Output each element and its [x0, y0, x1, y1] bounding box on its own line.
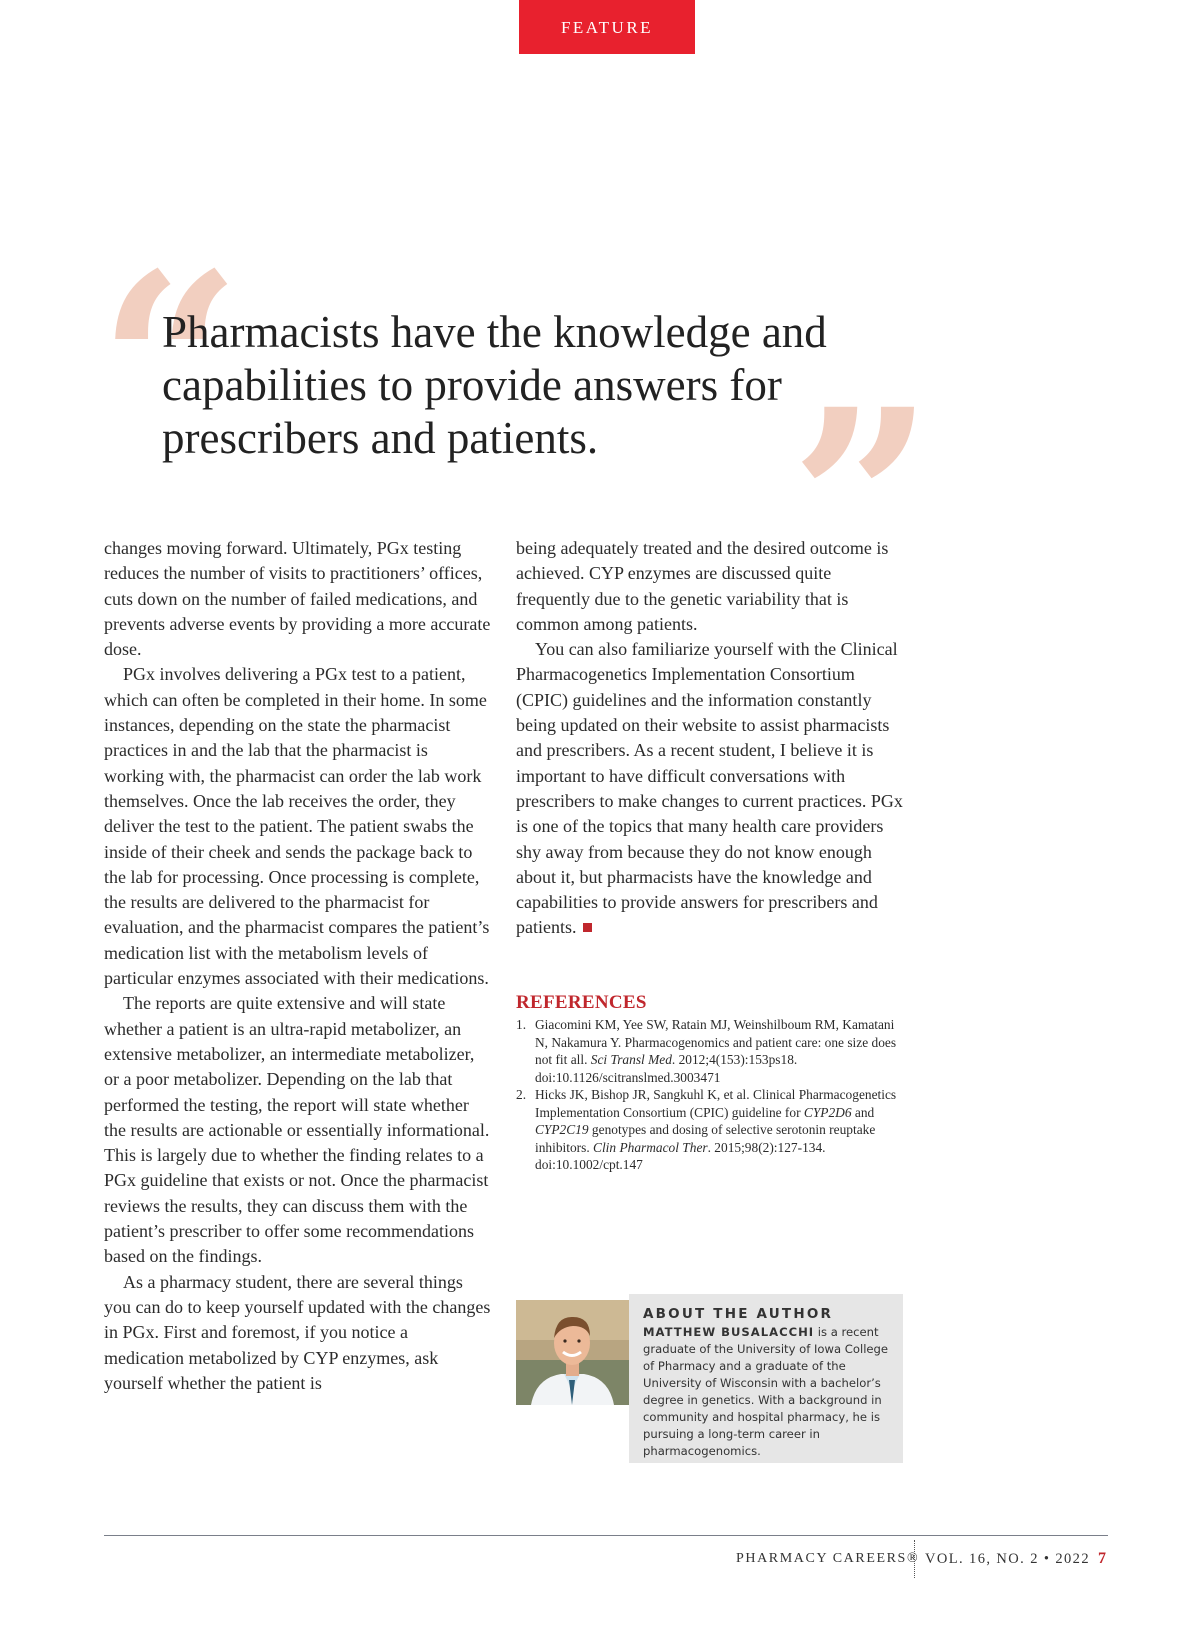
body-paragraph: As a pharmacy student, there are several things you can do to keep yourself updated with the changes in PGx. First and foremost, if you notice a medication metabolized by CYP enzymes, ask yourself whether the patient is	[104, 1271, 491, 1393]
author-name: MATTHEW BUSALACCHI	[643, 1325, 815, 1339]
references-heading: REFERENCES	[516, 992, 647, 1013]
about-author-heading: ABOUT THE AUTHOR	[643, 1306, 834, 1322]
end-of-article-mark	[583, 923, 592, 932]
article-column-left	[104, 536, 492, 1396]
footer-magazine-title: PHARMACY CAREERS®	[736, 1551, 920, 1566]
reference-text: . 2012;4(153):153ps18. doi:10.1126/scitranslmed.3003471	[535, 1052, 798, 1085]
reference-journal: Clin Pharmacol Ther	[593, 1139, 708, 1155]
body-paragraph-last	[516, 637, 904, 941]
footer-rule	[104, 1535, 1108, 1536]
reference-gene: CYP2C19	[535, 1122, 589, 1137]
reference-text: . 2015;98(2):127-134. doi:10.1002/cpt.147	[535, 1139, 826, 1172]
close-quote-mark: ”	[790, 354, 934, 648]
author-portrait-illustration	[516, 1300, 629, 1405]
page-number: 7	[1098, 1550, 1106, 1567]
reference-item	[516, 1086, 904, 1174]
about-the-author-box	[629, 1294, 903, 1463]
reference-text: and	[851, 1104, 875, 1120]
feature-section-tab: FEATURE	[519, 0, 695, 54]
pull-quote: Pharmacists have the knowledge and capabilities to provide answers for prescribers and patients.	[162, 307, 827, 463]
reference-text: Hicks JK, Bishop JR, Sangkuhl K, et al. Clinical Pharmacogenetics Implementation Consortium (CPIC) guideline for	[535, 1087, 897, 1120]
reference-number: 2.	[516, 1087, 527, 1102]
reference-gene: CYP2D6	[803, 1104, 852, 1120]
footer-issue: VOL. 16, NO. 2 • 2022	[925, 1551, 1090, 1567]
reference-item	[516, 1016, 904, 1086]
body-paragraph: The reports are quite extensive and will state whether a patient is an ultra-rapid metabolizer, an extensive metabolizer, an intermediate metabolizer, or a poor metabolizer. Depending on the lab that performed the testing, the report will state whether the results are actionable or essentially informational. This is largely due to whether the finding relates to a PGx guideline that exists or not. Once the pharmacist reviews the results, they can discuss them with the patient’s prescriber to offer some recommendations based on the findings.	[104, 993, 490, 1267]
references-list	[516, 1016, 904, 1174]
author-bio	[643, 1324, 895, 1460]
body-paragraph: PGx involves delivering a PGx test to a patient, which can often be completed in their home. In some instances, depending on the state the pharmacist practices in and the lab that the pharmacist is working with, the pharmacist can order the lab work themselves. Once the lab receives the order, they deliver the test to the patient. The patient swabs the inside of their cheek and sends the package back to the lab for processing. Once processing is complete, the results are delivered to the pharmacist for evaluation, and the pharmacist compares the patient’s medication list with the metabolism levels of particular enzymes associated with their medications.	[104, 664, 490, 989]
body-paragraph: changes moving forward. Ultimately, PGx testing reduces the number of visits to practitioners’ offices, cuts down on the number of failed medications, and prevents adverse events by providing a more accurate dose.	[104, 538, 491, 660]
article-column-right	[516, 536, 904, 941]
body-paragraph: being adequately treated and the desired outcome is achieved. CYP enzymes are discussed quite frequently due to the genetic variability that is common among patients.	[516, 538, 889, 634]
reference-journal: Sci Transl Med	[590, 1052, 672, 1067]
author-photo	[516, 1300, 629, 1405]
footer-divider	[914, 1540, 915, 1578]
author-bio-text: is a recent graduate of the University of Iowa College of Pharmacy and a graduate of the University of Wisconsin with a bachelor’s degree in genetics. With a background in community and hospital pharmacy, he is pursuing a long-term career in pharmacogenomics.	[643, 1325, 889, 1458]
reference-text: Giacomini KM, Yee SW, Ratain MJ, Weinshilboum RM, Kamatani N, Nakamura Y. Pharmacogenomics and patient care: one size does not fit all.	[535, 1017, 897, 1067]
reference-number: 1.	[516, 1017, 527, 1032]
reference-text: genotypes and dosing of selective serotonin reuptake inhibitors.	[535, 1122, 876, 1155]
body-paragraph-text: You can also familiarize yourself with the Clinical Pharmacogenetics Implementation Consortium (CPIC) guidelines and the information constantly being updated on their website to assist pharmacists and prescribers. As a recent student, I believe it is important to have difficult conversations with prescribers to make changes to current practices. PGx is one of the topics that many health care providers shy away from because they do not know enough about it, but pharmacists have the knowledge and capabilities to provide answers for prescribers and patients.	[516, 639, 903, 938]
open-quote-mark: “	[98, 218, 242, 512]
